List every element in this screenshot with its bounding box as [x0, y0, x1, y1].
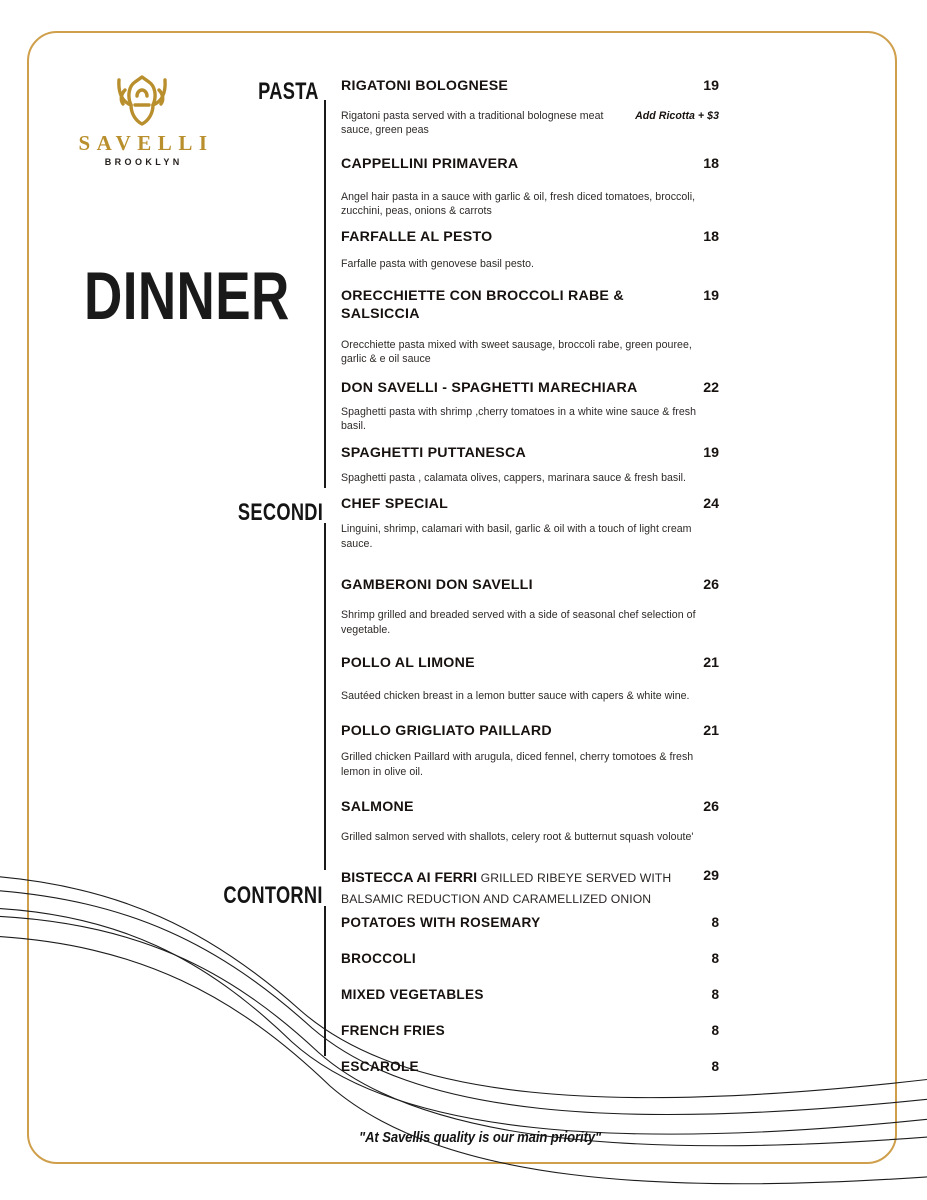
footer-tagline: "At Savellis quality is our main priority"	[359, 1130, 602, 1146]
section-label-pasta: PASTA	[258, 78, 319, 105]
side-name: POTATOES WITH ROSEMARY	[341, 915, 541, 930]
menu-item	[341, 445, 719, 485]
item-name: SALMONE	[341, 798, 414, 815]
brand-name: SAVELLI	[78, 131, 214, 155]
side-name: MIXED VEGETABLES	[341, 987, 484, 1002]
item-price: 22	[703, 380, 719, 397]
item-name: GAMBERONI DON SAVELLI	[341, 577, 533, 594]
item-description: Linguini, shrimp, calamari with basil, garlic & oil with a touch of light cream sauce.	[341, 523, 692, 550]
item-description: Sautéed chicken breast in a lemon butter sauce with capers & white wine.	[341, 690, 690, 703]
item-name: DON SAVELLI - SPAGHETTI MARECHIARA	[341, 380, 638, 397]
item-name: ORECCHIETTE CON BROCCOLI RABE & SALSICCIA	[341, 288, 624, 323]
item-price: 21	[703, 655, 719, 672]
item-price: 19	[703, 444, 719, 461]
side-item	[341, 915, 719, 930]
item-description: Orecchiette pasta mixed with sweet sausage, broccoli rabe, green pouree, garlic & e oil sauce	[341, 338, 692, 366]
item-price: 19	[703, 78, 719, 94]
item-price: 26	[703, 798, 719, 815]
menu-item	[341, 496, 719, 551]
side-item	[341, 1059, 719, 1074]
item-name: BISTECCA AI FERRI	[341, 869, 478, 886]
item-name: RIGATONI BOLOGNESE	[341, 78, 509, 94]
side-item	[341, 987, 719, 1002]
menu-item	[341, 156, 719, 219]
menu-item	[341, 655, 719, 703]
menu-item	[341, 723, 719, 780]
side-price: 8	[711, 987, 719, 1002]
item-description: Grilled chicken Paillard with arugula, diced fennel, cherry tomotoes & fresh lemon in olive oil.	[341, 751, 694, 778]
item-price: 19	[703, 288, 719, 305]
item-description: Angel hair pasta in a sauce with garlic & oil, fresh diced tomatoes, broccoli, zucchini, peas, onions & carrots	[341, 190, 696, 218]
item-name: SPAGHETTI PUTTANESCA	[341, 444, 526, 461]
brand-location: BROOKLYN	[104, 157, 183, 168]
contorni-list	[341, 915, 719, 1095]
side-price: 8	[711, 915, 719, 930]
side-item	[341, 951, 719, 966]
menu-item	[341, 380, 719, 434]
item-description: Farfalle pasta with genovese basil pesto.	[341, 257, 535, 270]
side-price: 8	[711, 951, 719, 966]
bull-head-icon	[111, 74, 173, 126]
menu-item	[341, 288, 719, 367]
item-price: 18	[703, 155, 719, 172]
side-price: 8	[711, 1023, 719, 1038]
item-description: Spaghetti pasta with shrimp ,cherry tomatoes in a white wine sauce & fresh basil.	[341, 405, 697, 433]
brand-logo	[72, 74, 212, 167]
item-name: POLLO GRIGLIATO PAILLARD	[341, 722, 552, 739]
item-price: 29	[703, 867, 719, 884]
section-divider-secondi	[324, 523, 326, 870]
item-description: Shrimp grilled and breaded served with a side of seasonal chef selection of vegetable.	[341, 609, 696, 636]
page-title: DINNER	[84, 258, 290, 334]
menu-item	[341, 78, 719, 138]
item-name: CAPPELLINI PRIMAVERA	[341, 155, 519, 172]
side-name: ESCAROLE	[341, 1059, 419, 1074]
section-label-secondi: SECONDI	[237, 499, 323, 526]
side-price: 8	[711, 1059, 719, 1074]
item-description: Rigatoni pasta served with a traditional bolognese meat sauce, green peas	[341, 109, 604, 137]
section-divider-pasta	[324, 100, 326, 488]
item-price: 18	[703, 228, 719, 245]
item-name: FARFALLE AL PESTO	[341, 228, 493, 245]
item-name: POLLO AL LIMONE	[341, 655, 475, 672]
item-description: GRILLED RIBEYE SERVED WITH BALSAMIC REDUCTION AND CARAMELLIZED ONION	[341, 870, 672, 907]
side-name: FRENCH FRIES	[341, 1023, 446, 1038]
menu-item	[341, 229, 719, 271]
section-label-contorni: CONTORNI	[223, 882, 323, 909]
item-price: 24	[703, 496, 719, 513]
item-price: 26	[703, 577, 719, 594]
item-name: CHEF SPECIAL	[341, 496, 449, 513]
side-item	[341, 1023, 719, 1038]
side-name: BROCCOLI	[341, 951, 416, 966]
item-description: Grilled salmon served with shallots, celery root & butternut squash voloute'	[341, 831, 694, 844]
menu-item	[341, 799, 719, 845]
item-description: Spaghetti pasta , calamata olives, cappers, marinara sauce & fresh basil.	[341, 471, 687, 484]
menu-item	[341, 867, 719, 909]
section-divider-contorni	[324, 906, 326, 1056]
item-price: 21	[703, 722, 719, 739]
menu-items-column	[341, 78, 719, 909]
item-addon: Add Ricotta + $3	[635, 109, 719, 122]
menu-item	[341, 577, 719, 637]
